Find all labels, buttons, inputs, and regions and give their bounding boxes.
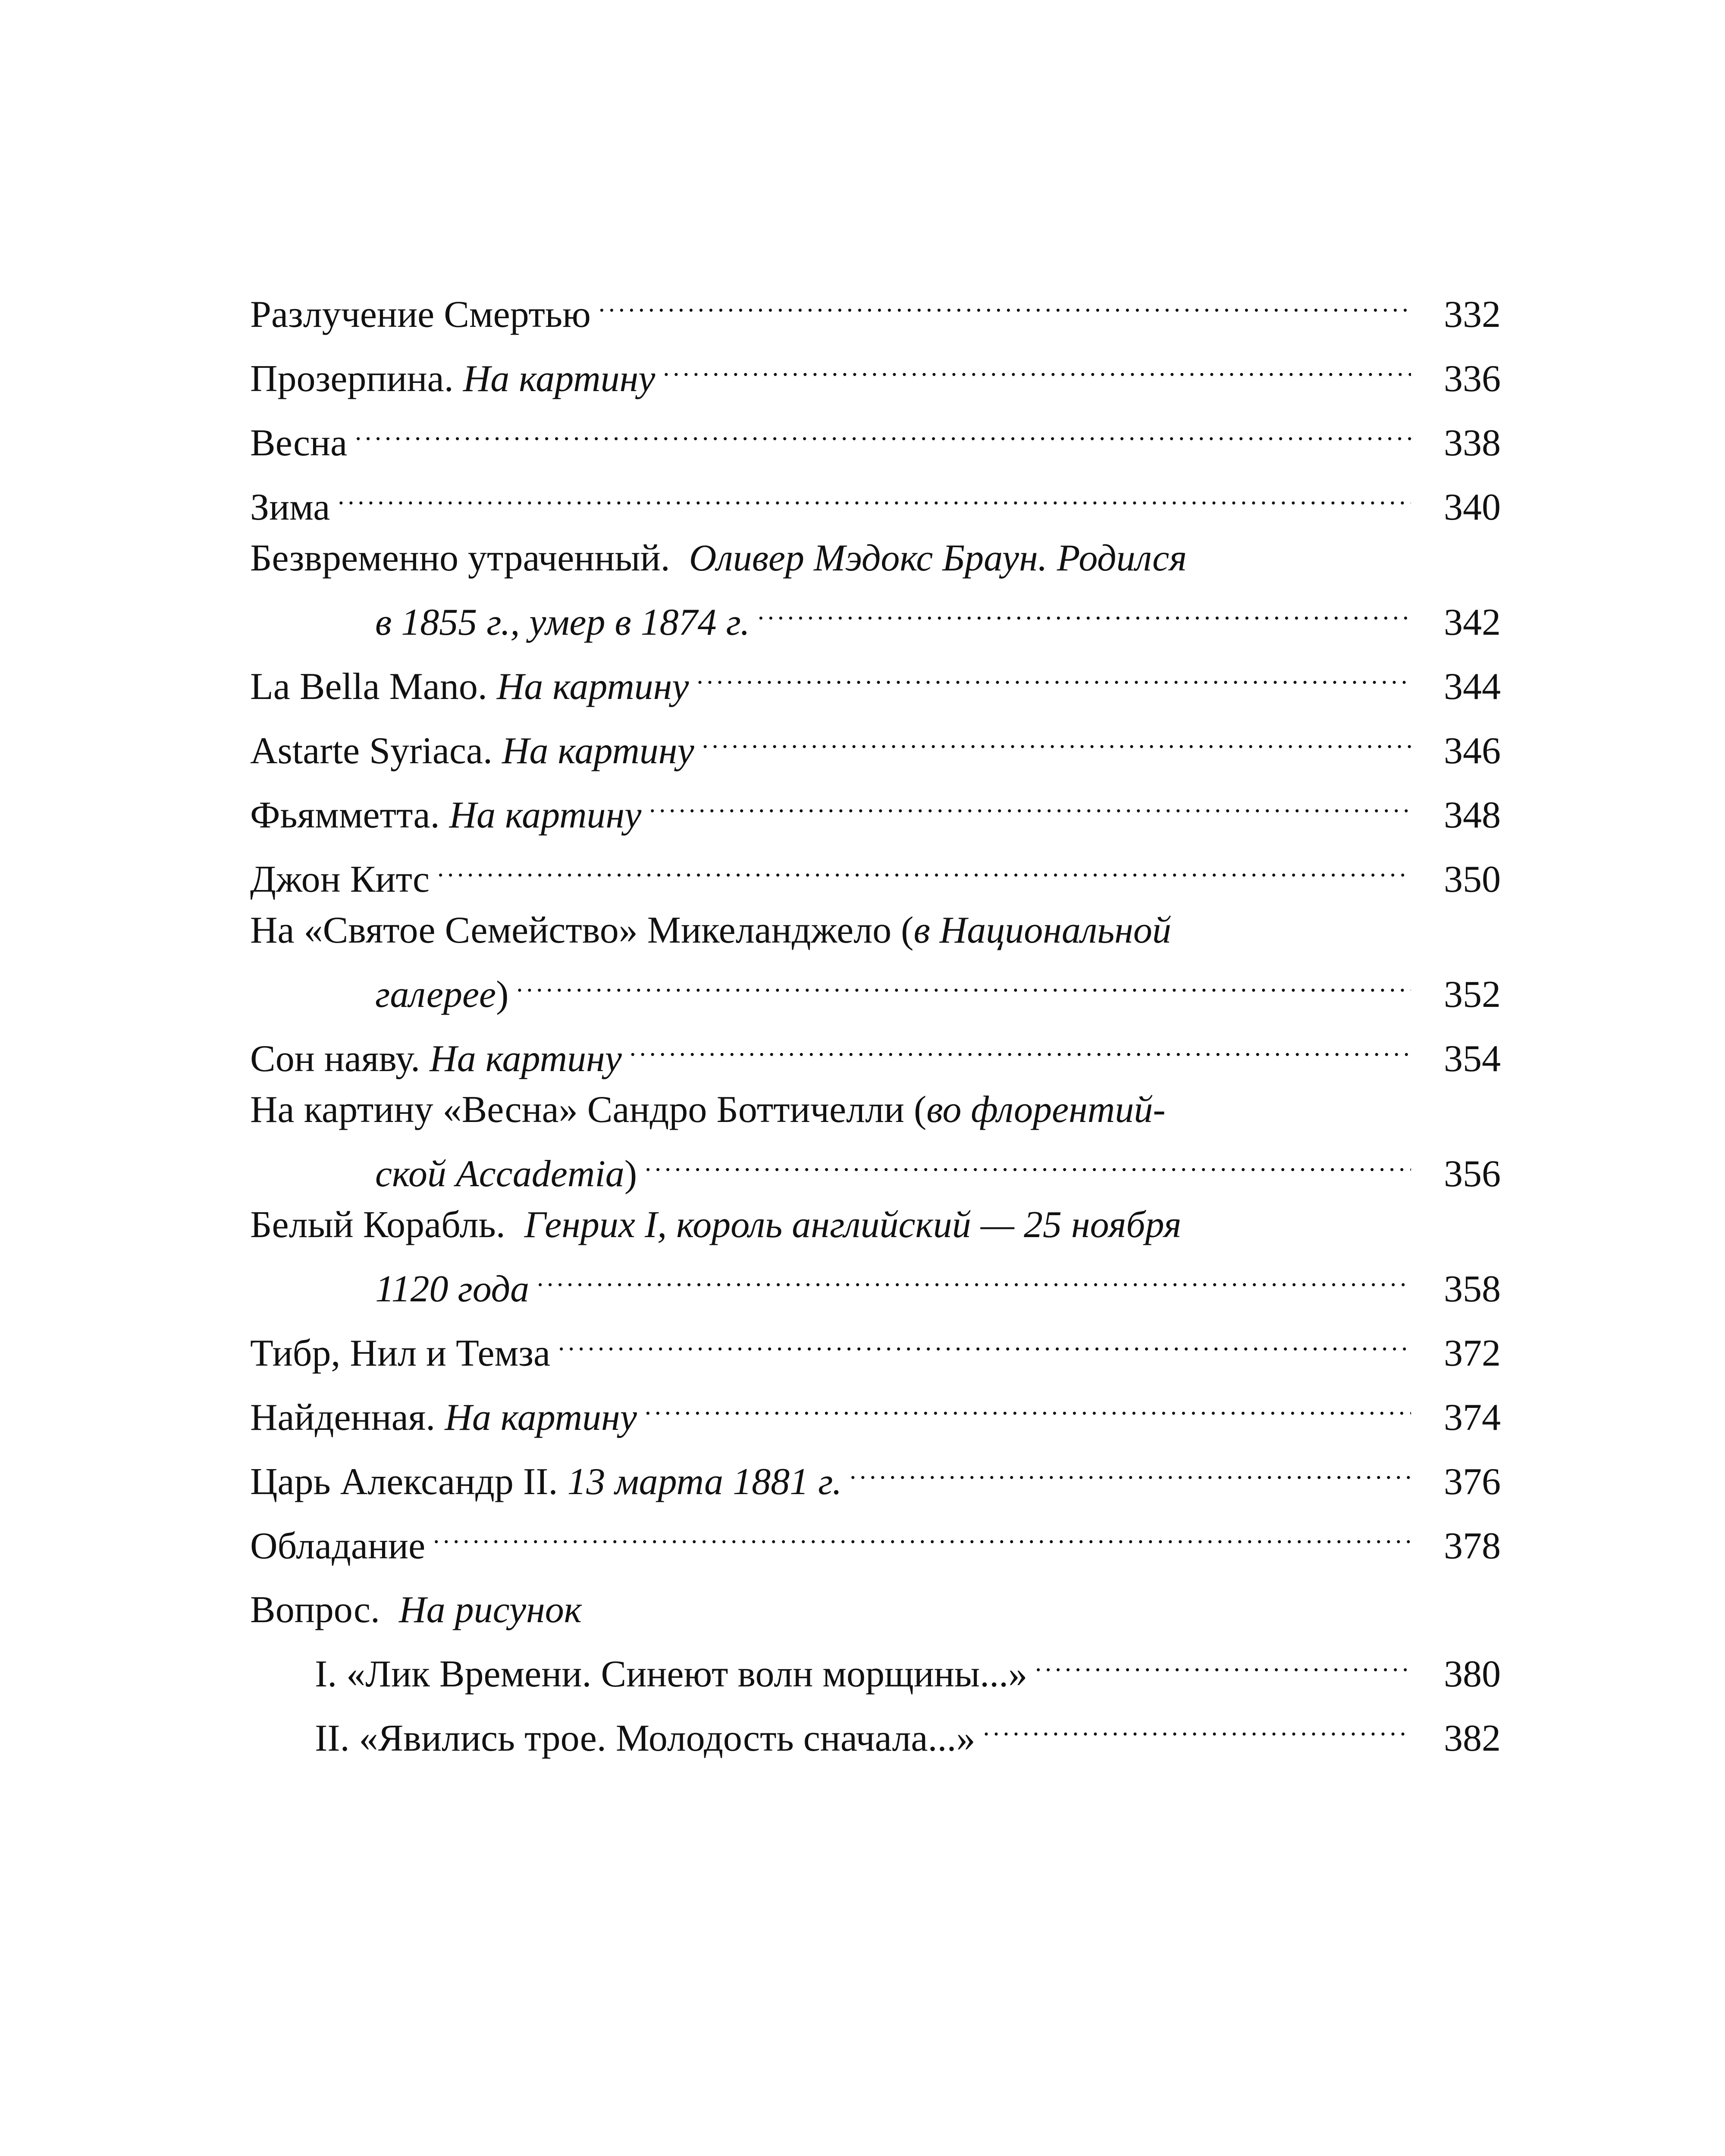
dot-leader <box>437 841 1411 892</box>
entry-note: На картину <box>430 1038 622 1080</box>
entry-note: На картину <box>449 794 642 836</box>
dot-leader <box>355 404 1411 455</box>
dot-leader <box>850 1443 1411 1494</box>
page-number: 358 <box>1444 1268 1501 1310</box>
toc-entry <box>250 1379 1501 1443</box>
entry-title: На «Святое Семейство» Микеланджело ( <box>250 909 914 951</box>
page-number: 348 <box>1444 794 1501 836</box>
toc-entry <box>250 1443 1501 1507</box>
entry-title: Царь Александр II. <box>250 1461 558 1503</box>
toc-entry <box>250 648 1501 712</box>
dot-leader <box>338 469 1411 520</box>
dot-leader <box>558 1315 1411 1366</box>
dot-leader <box>758 584 1411 635</box>
dot-leader <box>645 1379 1411 1430</box>
dot-leader <box>630 1020 1411 1071</box>
dot-leader <box>645 1135 1411 1186</box>
entry-note: На картину <box>463 358 656 400</box>
entry-title: Весна <box>250 422 348 464</box>
toc-entry <box>250 905 1501 1020</box>
toc-entry <box>250 1020 1501 1084</box>
entry-title: La Bella Mano. <box>250 666 487 708</box>
toc-entry <box>250 712 1501 777</box>
entry-title: Прозерпина. <box>250 358 454 400</box>
page-number: 374 <box>1444 1397 1501 1438</box>
entry-title: Тибр, Нил и Темза <box>250 1332 551 1374</box>
page-number: 372 <box>1444 1332 1501 1374</box>
entry-note: 13 марта 1881 г. <box>567 1461 842 1503</box>
table-of-contents <box>250 276 1501 1764</box>
toc-subentry <box>250 1700 1501 1764</box>
page-number: 332 <box>1444 294 1501 335</box>
dot-leader <box>663 340 1411 391</box>
toc-entry <box>250 404 1501 469</box>
entry-note: На рисунок <box>399 1589 582 1631</box>
subentry-title: II. «Явились трое. Молодость сначала...» <box>315 1717 975 1759</box>
toc-entry <box>250 340 1501 404</box>
subentry-title: I. «Лик Времени. Синеют волн морщины...» <box>315 1653 1028 1695</box>
entry-note: На картину <box>445 1397 637 1438</box>
page-number: 350 <box>1444 859 1501 900</box>
toc-subentry <box>250 1636 1501 1700</box>
entry-title: Фьямметта. <box>250 794 440 836</box>
page-number: 352 <box>1444 974 1501 1015</box>
dot-leader <box>696 648 1411 699</box>
toc-entry <box>250 276 1501 340</box>
entry-title: На картину «Весна» Сандро Боттичелли ( <box>250 1089 927 1131</box>
closing-paren: ) <box>624 1153 637 1195</box>
page-number: 336 <box>1444 358 1501 400</box>
dot-leader <box>702 712 1411 763</box>
dot-leader <box>1035 1636 1411 1686</box>
entry-note: На картину <box>502 730 694 772</box>
toc-entry <box>250 1200 1501 1315</box>
dot-leader <box>516 956 1411 1007</box>
entry-note: Генрих I, король английский — 25 ноября <box>524 1204 1182 1246</box>
dot-leader <box>599 276 1411 327</box>
toc-entry <box>250 1507 1501 1572</box>
page-number: 382 <box>1444 1717 1501 1759</box>
entry-title: Обладание <box>250 1525 426 1567</box>
page-number: 340 <box>1444 486 1501 528</box>
entry-note: в Национальной <box>913 909 1171 951</box>
page-number: 376 <box>1444 1461 1501 1503</box>
toc-entry <box>250 469 1501 533</box>
entry-note: во флорентий- <box>926 1089 1166 1131</box>
entry-note-continued: в 1855 г., умер в 1874 г. <box>375 602 750 643</box>
toc-entry <box>250 777 1501 841</box>
entry-title: Зима <box>250 486 330 528</box>
page-number: 344 <box>1444 666 1501 708</box>
entry-note: На картину <box>496 666 689 708</box>
toc-entry <box>250 1315 1501 1379</box>
dot-leader <box>649 777 1411 827</box>
entry-note-continued: 1120 года <box>375 1268 530 1310</box>
dot-leader <box>983 1700 1411 1751</box>
page-number: 356 <box>1444 1153 1501 1195</box>
entry-note-continued: ской Accademia <box>375 1153 624 1195</box>
entry-note: Оливер Мэдокс Браун. Родился <box>689 537 1187 579</box>
dot-leader <box>433 1507 1411 1558</box>
closing-paren: ) <box>496 974 509 1015</box>
entry-title: Разлучение Смертью <box>250 294 591 335</box>
toc-entry-question <box>250 1585 1501 1764</box>
page-number: 378 <box>1444 1525 1501 1567</box>
entry-title: Сон наяву. <box>250 1038 420 1080</box>
page-number: 380 <box>1444 1653 1501 1695</box>
entry-title: Джон Китс <box>250 859 430 900</box>
entry-title: Найденная. <box>250 1397 436 1438</box>
toc-entry <box>250 533 1501 648</box>
toc-entry <box>250 841 1501 905</box>
entry-note-continued: галерее <box>375 974 496 1015</box>
entry-title: Вопрос. <box>250 1589 380 1631</box>
entry-title: Безвременно утраченный. <box>250 537 670 579</box>
toc-entry <box>250 1084 1501 1200</box>
page-number: 342 <box>1444 602 1501 643</box>
page-number: 346 <box>1444 730 1501 772</box>
dot-leader <box>537 1250 1411 1301</box>
page-number: 338 <box>1444 422 1501 464</box>
entry-title: Astarte Syriaca. <box>250 730 492 772</box>
entry-title: Белый Корабль. <box>250 1204 505 1246</box>
page-number: 354 <box>1444 1038 1501 1080</box>
